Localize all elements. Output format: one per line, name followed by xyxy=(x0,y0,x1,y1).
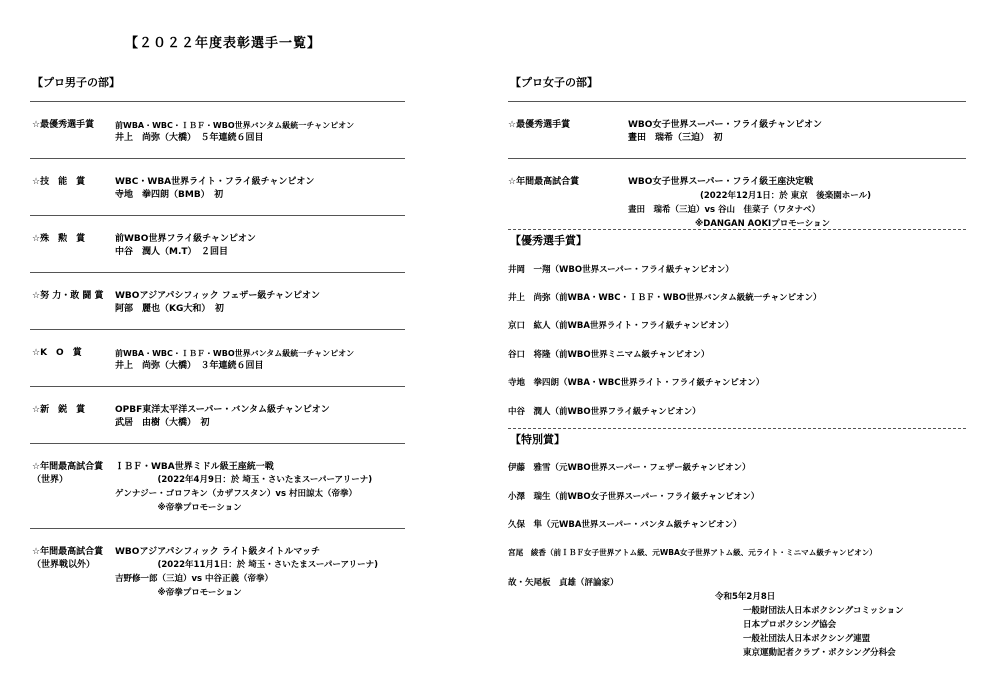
award-match: ゲンナジー・ゴロフキン（カザフスタン）vs 村田諒太（帝拳） xyxy=(115,489,357,499)
issue-date: 令和5年2月8日 xyxy=(715,592,776,602)
award-title: 前WBO世界フライ級チャンピオン xyxy=(115,234,256,244)
divider xyxy=(30,443,405,444)
award-title: WBOアジアパシフィック フェザー級チャンピオン xyxy=(115,291,321,301)
award-label: ☆努 力・敢 闘 賞 xyxy=(32,291,104,301)
list-item: 井岡 一翔（WBO世界スーパー・フライ級チャンピオン） xyxy=(508,265,734,275)
list-item: 中谷 潤人（前WBO世界フライ級チャンピオン） xyxy=(508,407,701,417)
men-section-heading: 【プロ男子の部】 xyxy=(32,76,120,89)
divider xyxy=(508,101,966,102)
excellent-heading: 【優秀選手賞】 xyxy=(510,234,587,247)
divider xyxy=(30,101,405,102)
award-winner: 武居 由樹（大橋） 初 xyxy=(115,418,210,428)
award-title: 前WBA・WBC・ＩＢＦ・WBO世界バンタム級統一チャンピオン xyxy=(115,121,355,130)
divider xyxy=(508,158,966,159)
award-title: OPBF東洋太平洋スーパー・バンタム級チャンピオン xyxy=(115,405,330,415)
list-item: 久保 隼（元WBA世界スーパー・バンタム級チャンピオン） xyxy=(508,520,742,530)
award-label: ☆最優秀選手賞 xyxy=(508,120,571,130)
award-label: ☆年間最高試合賞 xyxy=(508,177,580,187)
award-winner: 晝田 瑞希（三迫） 初 xyxy=(628,133,723,143)
org-name: 一般財団法人日本ボクシングコミッション xyxy=(743,606,904,616)
award-title: WBO女子世界スーパー・フライ級チャンピオン xyxy=(628,120,822,130)
award-winner: 井上 尚弥（大橋） ５年連続６回目 xyxy=(115,133,264,143)
award-venue: (2022年11月1日：於 埼玉・さいたまスーパーアリーナ) xyxy=(115,560,379,570)
award-title: 前WBA・WBC・ＩＢＦ・WBO世界バンタム級統一チャンピオン xyxy=(115,349,355,358)
list-item: 小澤 瑞生（前WBO女子世界スーパー・フライ級チャンピオン） xyxy=(508,492,760,502)
divider xyxy=(30,272,405,273)
award-sublabel: （世界） xyxy=(32,475,69,485)
list-item: 寺地 拳四朗（WBA・WBC世界ライト・フライ級チャンピオン） xyxy=(508,378,765,388)
award-venue: (2022年12月1日：於 東京 後楽園ホール) xyxy=(700,191,871,201)
award-winner: 阿部 麗也（KG大和） 初 xyxy=(115,304,224,314)
award-title: ＩＢＦ・WBA世界ミドル級王座統一戦 xyxy=(115,462,274,472)
list-item: 京口 紘人（前WBA世界ライト・フライ級チャンピオン） xyxy=(508,321,734,331)
list-item: 谷口 将隆（前WBO世界ミニマム級チャンピオン） xyxy=(508,350,710,360)
women-section-heading: 【プロ女子の部】 xyxy=(510,76,598,89)
special-heading: 【特別賞】 xyxy=(510,433,565,446)
award-label: ☆年間最高試合賞 xyxy=(32,547,104,557)
award-label: ☆新 鋭 賞 xyxy=(32,405,86,415)
award-match: 晝田 瑞希（三迫）vs 谷山 佳菜子（ワタナベ） xyxy=(628,205,820,215)
award-promoter: ※帝拳プロモーション xyxy=(115,588,242,598)
award-match: 吉野修一郎（三迫）vs 中谷正義（帝拳） xyxy=(115,574,274,584)
award-title: WBO女子世界スーパー・フライ級王座決定戦 xyxy=(628,177,814,187)
award-winner: 中谷 潤人（M.T） ２回目 xyxy=(115,247,229,257)
list-item: 井上 尚弥（前WBA・WBC・ＩＢＦ・WBO世界バンタム級統一チャンピオン） xyxy=(508,293,822,303)
divider xyxy=(30,528,405,529)
award-label: ☆最優秀選手賞 xyxy=(32,120,95,130)
award-title: WBOアジアパシフィック ライト級タイトルマッチ xyxy=(115,547,320,557)
divider xyxy=(508,229,966,230)
org-name: 日本プロボクシング協会 xyxy=(743,620,837,630)
award-label: ☆K O 賞 xyxy=(32,348,82,358)
divider xyxy=(30,329,405,330)
award-sublabel: （世界戦以外） xyxy=(32,560,96,570)
divider xyxy=(30,386,405,387)
org-name: 一般社団法人日本ボクシング連盟 xyxy=(743,634,871,644)
list-item: 故・矢尾板 貞雄（評論家） xyxy=(508,578,619,588)
divider xyxy=(30,158,405,159)
award-promoter: ※DANGAN AOKIプロモーション xyxy=(695,219,831,229)
award-label: ☆年間最高試合賞 xyxy=(32,462,104,472)
award-promoter: ※帝拳プロモーション xyxy=(115,503,242,513)
list-item: 伊藤 雅雪（元WBO世界スーパー・フェザー級チャンピオン） xyxy=(508,463,751,473)
award-label: ☆技 能 賞 xyxy=(32,177,86,187)
award-winner: 井上 尚弥（大橋） ３年連続６回目 xyxy=(115,361,264,371)
divider xyxy=(30,215,405,216)
award-title: WBC・WBA世界ライト・フライ級チャンピオン xyxy=(115,177,315,187)
award-venue: (2022年4月9日：於 埼玉・さいたまスーパーアリーナ) xyxy=(115,475,373,485)
award-winner: 寺地 拳四朗（BMB） 初 xyxy=(115,190,224,200)
org-name: 東京運動記者クラブ・ボクシング分科会 xyxy=(743,648,896,658)
divider xyxy=(508,428,966,429)
award-label: ☆殊 勲 賞 xyxy=(32,234,86,244)
page-title: 【２０２２年度表彰選手一覧】 xyxy=(125,36,322,51)
list-item: 宮尾 綾香（前ＩＢＦ女子世界アトム級、元WBA女子世界アトム級、元ライト・ミニマム級チャンピオン） xyxy=(508,548,877,557)
